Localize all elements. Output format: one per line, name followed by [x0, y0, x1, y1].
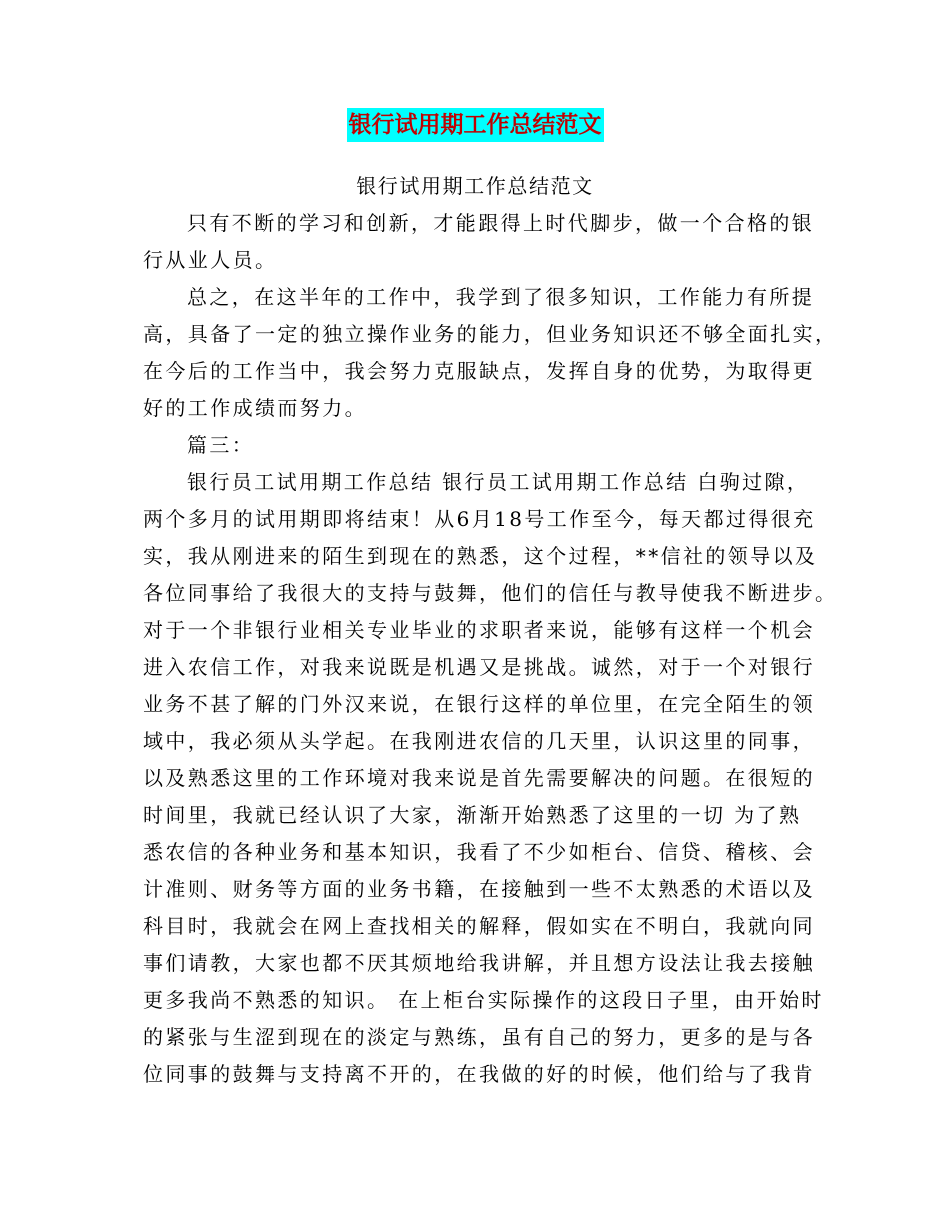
paragraph-line: 对于一个非银行业相关专业毕业的求职者来说，能够有这样一个机会: [143, 618, 815, 642]
paragraph-line: 更多我尚不熟悉的知识。 在上柜台实际操作的这段日子里，由开始时: [143, 988, 824, 1012]
paragraph-line: 进入农信工作，对我来说既是机遇又是挑战。诚然，对于一个对银行: [143, 655, 815, 679]
document-body: [143, 168, 838, 1093]
section-heading: 篇三：: [187, 433, 255, 457]
document-title-text: 银行试用期工作总结范文: [347, 108, 604, 142]
paragraph-line: 科目时，我就会在网上查找相关的解释，假如实在不明白，我就向同: [143, 914, 815, 938]
paragraph-line: 两个多月的试用期即将结束！从6月18号工作至今，每天都过得很充: [143, 507, 816, 531]
paragraph-line: 行从业人员。: [143, 248, 278, 272]
paragraph-line: 实，我从刚进来的陌生到现在的熟悉，这个过程，**信社的领导以及: [143, 544, 818, 568]
document-title: [0, 108, 950, 142]
paragraph-line: 高，具备了一定的独立操作业务的能力，但业务知识还不够全面扎实，: [143, 322, 838, 346]
paragraph-line: 好的工作成绩而努力。: [143, 396, 367, 420]
paragraph-line: 时间里，我就已经认识了大家，渐渐开始熟悉了这里的一切 为了熟: [143, 803, 802, 827]
paragraph-line: 计准则、财务等方面的业务书籍，在接触到一些不太熟悉的术语以及: [143, 877, 815, 901]
paragraph-line: 的紧张与生涩到现在的淡定与熟练，虽有自己的努力，更多的是与各: [143, 1025, 815, 1049]
paragraph-line: 只有不断的学习和创新，才能跟得上时代脚步，做一个合格的银: [187, 211, 815, 235]
paragraph-line: 总之，在这半年的工作中，我学到了很多知识，工作能力有所提: [187, 285, 815, 309]
paragraph-line: 位同事的鼓舞与支持离不开的，在我做的好的时候，他们给与了我肯: [143, 1062, 815, 1086]
paragraph-line: 各位同事给了我很大的支持与鼓舞，他们的信任与教导使我不断进步。: [143, 581, 838, 605]
paragraph-line: 在今后的工作当中，我会努力克服缺点，发挥自身的优势，为取得更: [143, 359, 815, 383]
paragraph-line: 以及熟悉这里的工作环境对我来说是首先需要解决的问题。在很短的: [143, 766, 815, 790]
paragraph-line: 业务不甚了解的门外汉来说，在银行这样的单位里，在完全陌生的领: [143, 692, 815, 716]
paragraph-line: 银行员工试用期工作总结 银行员工试用期工作总结 白驹过隙，: [187, 470, 810, 494]
paragraph-line: 悉农信的各种业务和基本知识，我看了不少如柜台、信贷、稽核、会: [143, 840, 815, 864]
paragraph-line: 事们请教，大家也都不厌其烦地给我讲解，并且想方设法让我去接触: [143, 951, 815, 975]
document-subtitle: 银行试用期工作总结范文: [356, 174, 594, 198]
paragraph-line: 域中，我必须从头学起。在我刚进农信的几天里，认识这里的同事，: [143, 729, 815, 753]
